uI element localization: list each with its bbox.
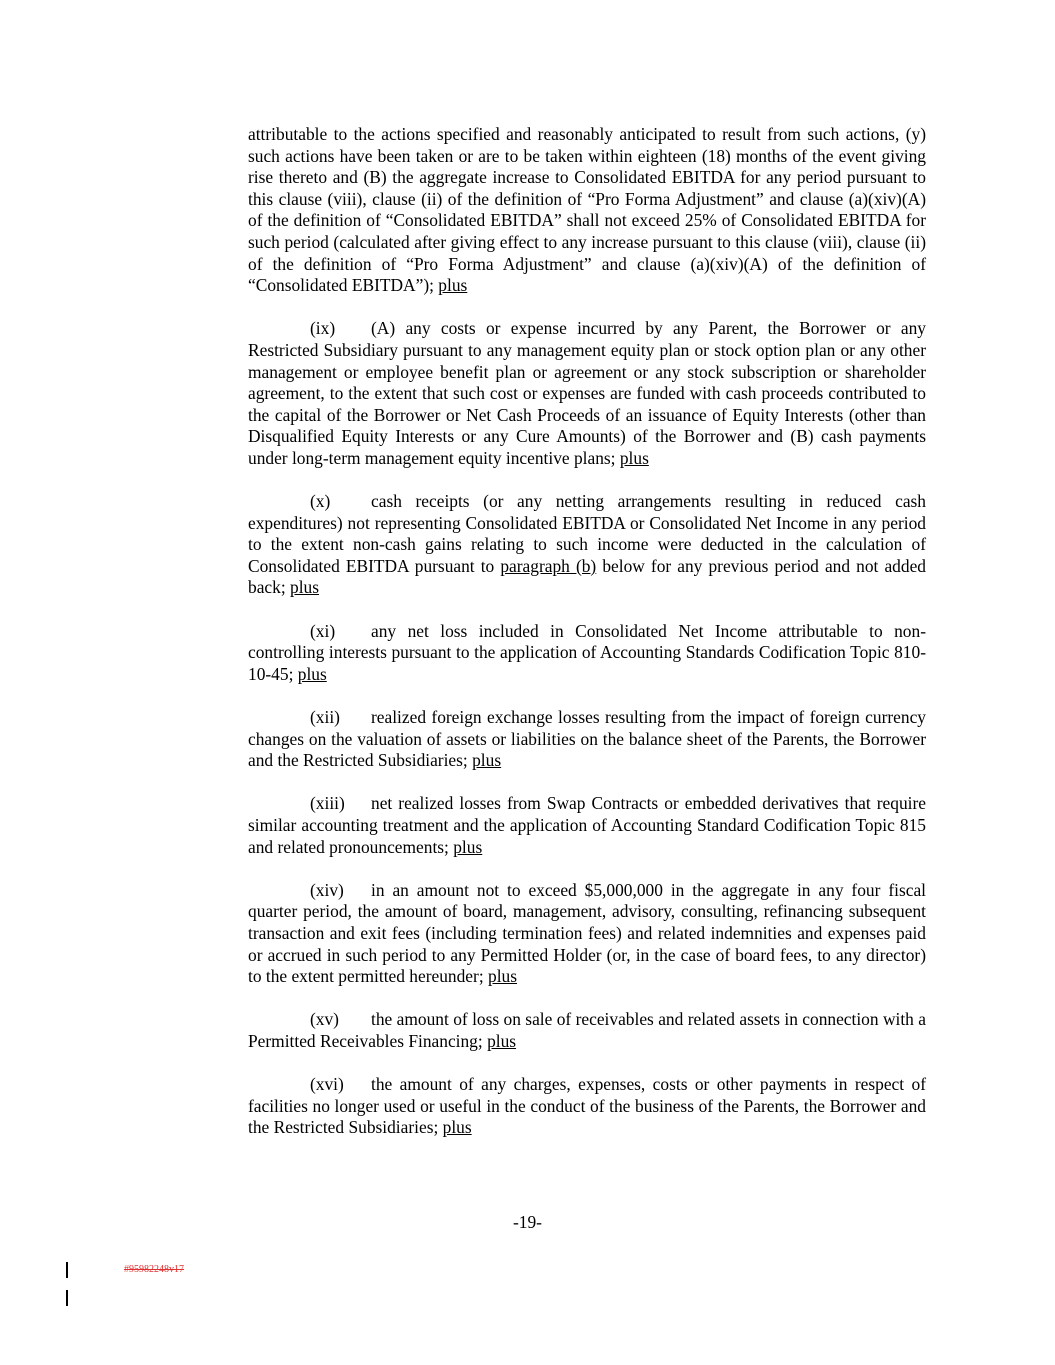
clause-number: (xi) — [310, 620, 336, 641]
clause-number: (ix) — [310, 318, 336, 339]
intro-paragraph — [248, 124, 926, 297]
clause-plus: plus — [487, 1030, 517, 1051]
clause-ix — [248, 318, 926, 469]
clause-number: (xiv) — [310, 879, 344, 900]
clause-plus: plus — [453, 836, 483, 857]
clause-xv — [248, 1009, 926, 1052]
clause-text: the amount of any charges, expenses, costs or other payments in respect of facilities no longer used or useful in the conduct of the business of the Parents, the Borrower and the Restricted Subsidiaries; — [248, 1074, 926, 1138]
paragraph-b-reference: paragraph (b) — [500, 555, 597, 576]
clause-plus: plus — [442, 1117, 472, 1138]
clause-x — [248, 491, 926, 599]
clause-text-continued: below for any previous period and not added back; — [248, 555, 926, 598]
clause-xiv — [248, 880, 926, 988]
clause-text: in an amount not to exceed $5,000,000 in the aggregate in any four fiscal quarter period, the amount of board, management, advisory, consulting, refinancing subsequent transaction and exit fees (including termination fees) and related indemnities and expenses paid or accrued in such period to any Permitted Holder (or, in the case of board fees, to any director) to the extent permitted hereunder; — [248, 879, 926, 987]
clause-plus: plus — [297, 663, 327, 684]
document-body — [248, 124, 926, 1161]
clause-number: (xv) — [310, 1009, 339, 1030]
clause-number: (xvi) — [310, 1074, 344, 1095]
clause-number: (xii) — [310, 707, 340, 728]
clause-text: realized foreign exchange losses resulting from the impact of foreign currency changes on the valuation of assets or liabilities on the balance sheet of the Parents, the Borrower and the Restricted Subsidiaries; — [248, 707, 926, 771]
document-id: #95982248v17 — [124, 1264, 184, 1275]
page-number: -19- — [513, 1212, 542, 1232]
intro-text: attributable to the actions specified and reasonably anticipated to result from such actions, (y) such actions have been taken or are to be taken within eighteen (18) months of the event giving rise thereto and (B) the aggregate increase to Consolidated EBITDA for any period pursuant to this clause (viii), clause (ii) of the definition of “Pro Forma Adjustment” and clause (a)(xiv)(A) of the definition of “Consolidated EBITDA” shall not exceed 25% of Consolidated EBITDA for such period (calculated after giving effect to any increase pursuant to this clause (viii), clause (ii) of the definition of “Pro Forma Adjustment” and clause (a)(xiv)(A) of the definition of “Consolidated EBITDA”); — [248, 124, 926, 296]
clause-plus: plus — [619, 447, 649, 468]
clause-plus: plus — [472, 750, 502, 771]
change-bar — [66, 1262, 68, 1278]
clause-xi — [248, 621, 926, 686]
clause-text: cash receipts (or any netting arrangements resulting in reduced cash expenditures) not representing Consolidated EBITDA or Consolidated Net Income in any period to the extent non-cash gains relating to such income were deducted in the calculation of Consolidated EBITDA pursuant to — [248, 491, 926, 576]
clause-plus: plus — [290, 577, 320, 598]
change-bar — [66, 1290, 68, 1306]
clause-text: any net loss included in Consolidated Net Income attributable to non-controlling interests pursuant to the application of Accounting Standards Codification Topic 810-10-45; — [248, 620, 926, 684]
clause-text: net realized losses from Swap Contracts or embedded derivatives that require similar accounting treatment and the application of Accounting Standard Codification Topic 815 and related pronouncements; — [248, 793, 926, 857]
intro-plus: plus — [438, 275, 468, 296]
clause-text: the amount of loss on sale of receivables and related assets in connection with a Permitted Receivables Financing; — [248, 1009, 926, 1051]
clause-text: (A) any costs or expense incurred by any Parent, the Borrower or any Restricted Subsidiary pursuant to any management equity plan or stock option plan or any other management or employee benefit plan or agreement or any stock subscription or shareholder agreement, to the extent that such cost or expenses are funded with cash proceeds contributed to the capital of the Borrower or Net Cash Proceeds of an issuance of Equity Interests (other than Disqualified Equity Interests or any Cure Amounts) of the Borrower and (B) cash payments under long-term management equity incentive plans; — [248, 318, 926, 468]
clause-xvi — [248, 1074, 926, 1139]
clause-plus: plus — [488, 966, 517, 987]
clause-xii — [248, 707, 926, 772]
clause-number: (x) — [310, 491, 331, 512]
clause-xiii — [248, 793, 926, 858]
clause-number: (xiii) — [310, 793, 345, 814]
